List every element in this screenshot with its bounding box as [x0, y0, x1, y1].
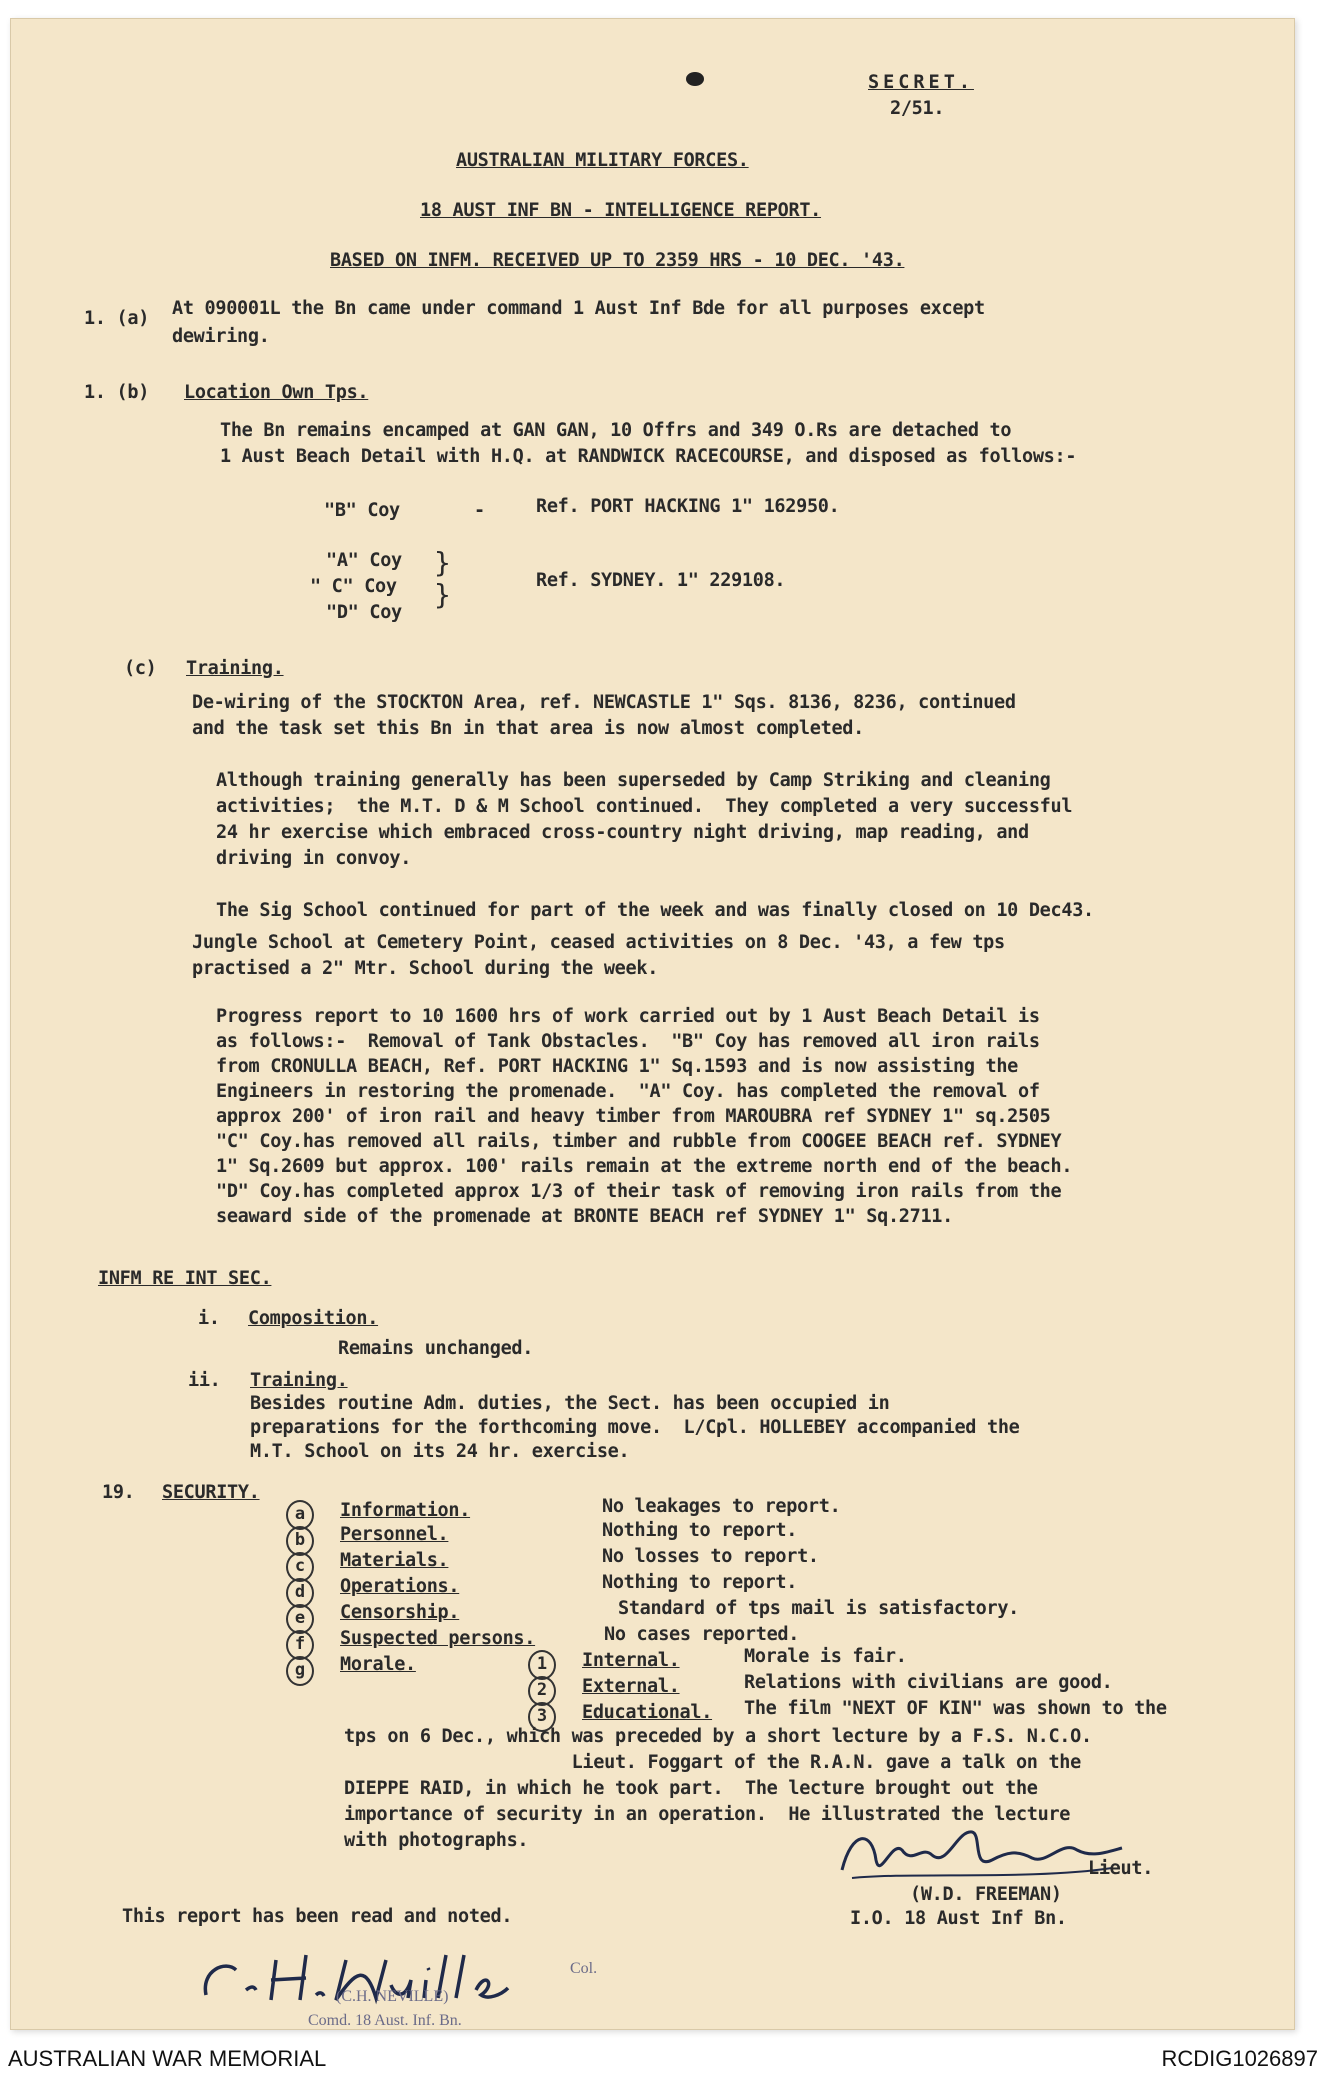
external-label: External.	[582, 1676, 680, 1697]
archive-id: RCDIG1026897	[1161, 2046, 1318, 2071]
group-brace-lower: }	[434, 578, 451, 611]
item-f-marker: f	[286, 1630, 314, 1660]
int-training-heading: Training.	[250, 1370, 348, 1391]
io-rank: Lieut.	[1088, 1858, 1154, 1879]
section-19-number: 19.	[102, 1482, 135, 1503]
morale-3-marker: 3	[528, 1702, 556, 1732]
section-1c-number: (c)	[124, 658, 157, 679]
report-title: 18 AUST INF BN - INTELLIGENCE REPORT.	[420, 200, 822, 221]
a-coy-label: "A" Coy	[326, 550, 402, 571]
training-paragraph-1: De-wiring of the STOCKTON Area, ref. NEWCASTLE 1" Sqs. 8136, 8236, continued and the task set this Bn in that area is now almost completed.	[192, 692, 1016, 739]
group-brace: }	[434, 546, 451, 579]
section-1c-heading: Training.	[186, 658, 284, 679]
morale-1-marker: 1	[528, 1650, 556, 1680]
d-coy-label: "D" Coy	[326, 602, 402, 623]
read-and-noted: This report has been read and noted.	[122, 1906, 513, 1927]
composition-text: Remains unchanged.	[338, 1338, 534, 1359]
ink-blot	[686, 72, 704, 86]
personnel-label: Personnel.	[340, 1524, 449, 1545]
item-ii-number: ii.	[188, 1370, 221, 1391]
materials-label: Materials.	[340, 1550, 449, 1571]
doc-title: AUSTRALIAN MILITARY FORCES.	[456, 150, 749, 171]
item-c-marker: c	[286, 1552, 314, 1582]
item-d-marker: d	[286, 1578, 314, 1608]
int-sec-heading: INFM RE INT SEC.	[98, 1268, 272, 1289]
b-coy-dash: -	[474, 500, 485, 521]
information-text: No leakages to report.	[602, 1496, 841, 1517]
section-1a-number: 1. (a)	[84, 308, 150, 329]
educational-text: The film "NEXT OF KIN" was shown to the	[744, 1698, 1167, 1719]
acd-coy-ref: Ref. SYDNEY. 1" 229108.	[536, 570, 786, 591]
item-i-number: i.	[198, 1308, 220, 1329]
external-text: Relations with civilians are good.	[744, 1672, 1113, 1693]
item-b-marker: b	[286, 1526, 314, 1556]
archive-credit: AUSTRALIAN WAR MEMORIAL	[8, 2046, 327, 2071]
c-coy-label: " C" Coy	[310, 576, 397, 597]
internal-label: Internal.	[582, 1650, 680, 1671]
composition-heading: Composition.	[248, 1308, 379, 1329]
educational-continued: tps on 6 Dec., which was preceded by a short lecture by a F.S. N.C.O. Lieut. Foggart of the R.A.N. gave a talk on the DIEPPE RAID, in which he took part. The lecture brought out the importance of security in an operation. He illustrated the lecture with photographs.	[344, 1726, 1092, 1851]
int-training-text: Besides routine Adm. duties, the Sect. has been occupied in preparations for the forthcoming move. L/Cpl. HOLLEBEY accompanied the M.T. School on its 24 hr. exercise.	[250, 1393, 1020, 1462]
document-ref: 2/51.	[890, 98, 945, 119]
section-1b-number: 1. (b)	[84, 382, 150, 403]
io-name: (W.D. FREEMAN)	[910, 1884, 1062, 1905]
progress-report-paragraph: Progress report to 10 1600 hrs of work carried out by 1 Aust Beach Detail is as follows:- Removal of Tank Obstacles. "B" Coy has removed all iron rails from CRONULLA BEACH, Ref. PORT HACKING 1" Sq.1593 and is now assisting the Engineers in restoring the promenade. "A" Coy. has completed the removal of approx 200' of iron rail and heavy timber from MAROUBRA ref SYDNEY 1" sq.2505 "C" Coy.has removed all rails, timber and rubble from COOGEE BEACH ref. SYDNEY 1" Sq.2609 but approx. 100' rails remain at the extreme north end of the beach. "D" Coy.has completed approx 1/3 of their task of removing iron rails from the seaward side of the promenade at BRONTE BEACH ref SYDNEY 1" Sq.2711.	[216, 1006, 1073, 1227]
training-paragraph-2: Although training generally has been superseded by Camp Striking and cleaning activities; the M.T. D & M School continued. They completed a very successful 24 hr exercise which embraced cross-country night driving, map reading, and driving in convoy.	[216, 770, 1073, 869]
item-g-marker: g	[286, 1656, 314, 1686]
io-appointment: I.O. 18 Aust Inf Bn.	[850, 1908, 1067, 1929]
co-rank-stamp: Col.	[570, 1960, 598, 1977]
b-coy-label: "B" Coy	[324, 500, 400, 521]
censorship-text: Standard of tps mail is satisfactory.	[618, 1598, 1020, 1619]
item-a-marker: a	[286, 1500, 314, 1530]
educational-label: Educational.	[582, 1702, 713, 1723]
operations-label: Operations.	[340, 1576, 460, 1597]
item-e-marker: e	[286, 1604, 314, 1634]
morale-label: Morale.	[340, 1654, 416, 1675]
information-label: Information.	[340, 1500, 471, 1521]
suspected-persons-text: No cases reported.	[604, 1624, 800, 1645]
report-basis: BASED ON INFM. RECEIVED UP TO 2359 HRS - 10 DEC. '43.	[330, 250, 905, 271]
suspected-persons-label: Suspected persons.	[340, 1628, 536, 1649]
operations-text: Nothing to report.	[602, 1572, 798, 1593]
internal-text: Morale is fair.	[744, 1646, 907, 1667]
classification: SECRET.	[868, 72, 974, 93]
training-paragraph-3: The Sig School continued for part of the week and was finally closed on 10 Dec43.	[216, 900, 1094, 921]
personnel-text: Nothing to report.	[602, 1520, 798, 1541]
co-name-stamp: (C.H. NEVILLE)	[336, 1988, 449, 2005]
censorship-label: Censorship.	[340, 1602, 460, 1623]
co-appointment-stamp: Comd. 18 Aust. Inf. Bn.	[308, 2012, 462, 2029]
section-1a-line1: At 090001L the Bn came under command 1 Aust Inf Bde for all purposes except	[172, 298, 985, 319]
section-1b-paragraph: The Bn remains encamped at GAN GAN, 10 Offrs and 349 O.Rs are detached to 1 Aust Beach Detail with H.Q. at RANDWICK RACECOURSE, and disposed as follows:-	[220, 420, 1077, 467]
b-coy-ref: Ref. PORT HACKING 1" 162950.	[536, 496, 840, 517]
morale-2-marker: 2	[528, 1676, 556, 1706]
training-paragraph-4: Jungle School at Cemetery Point, ceased activities on 8 Dec. '43, a few tps practised a 2" Mtr. School during the week.	[192, 932, 1005, 979]
section-1b-heading: Location Own Tps.	[184, 382, 369, 403]
security-heading: SECURITY.	[162, 1482, 260, 1503]
materials-text: No losses to report.	[602, 1546, 819, 1567]
section-1a-line2: dewiring.	[172, 326, 270, 347]
